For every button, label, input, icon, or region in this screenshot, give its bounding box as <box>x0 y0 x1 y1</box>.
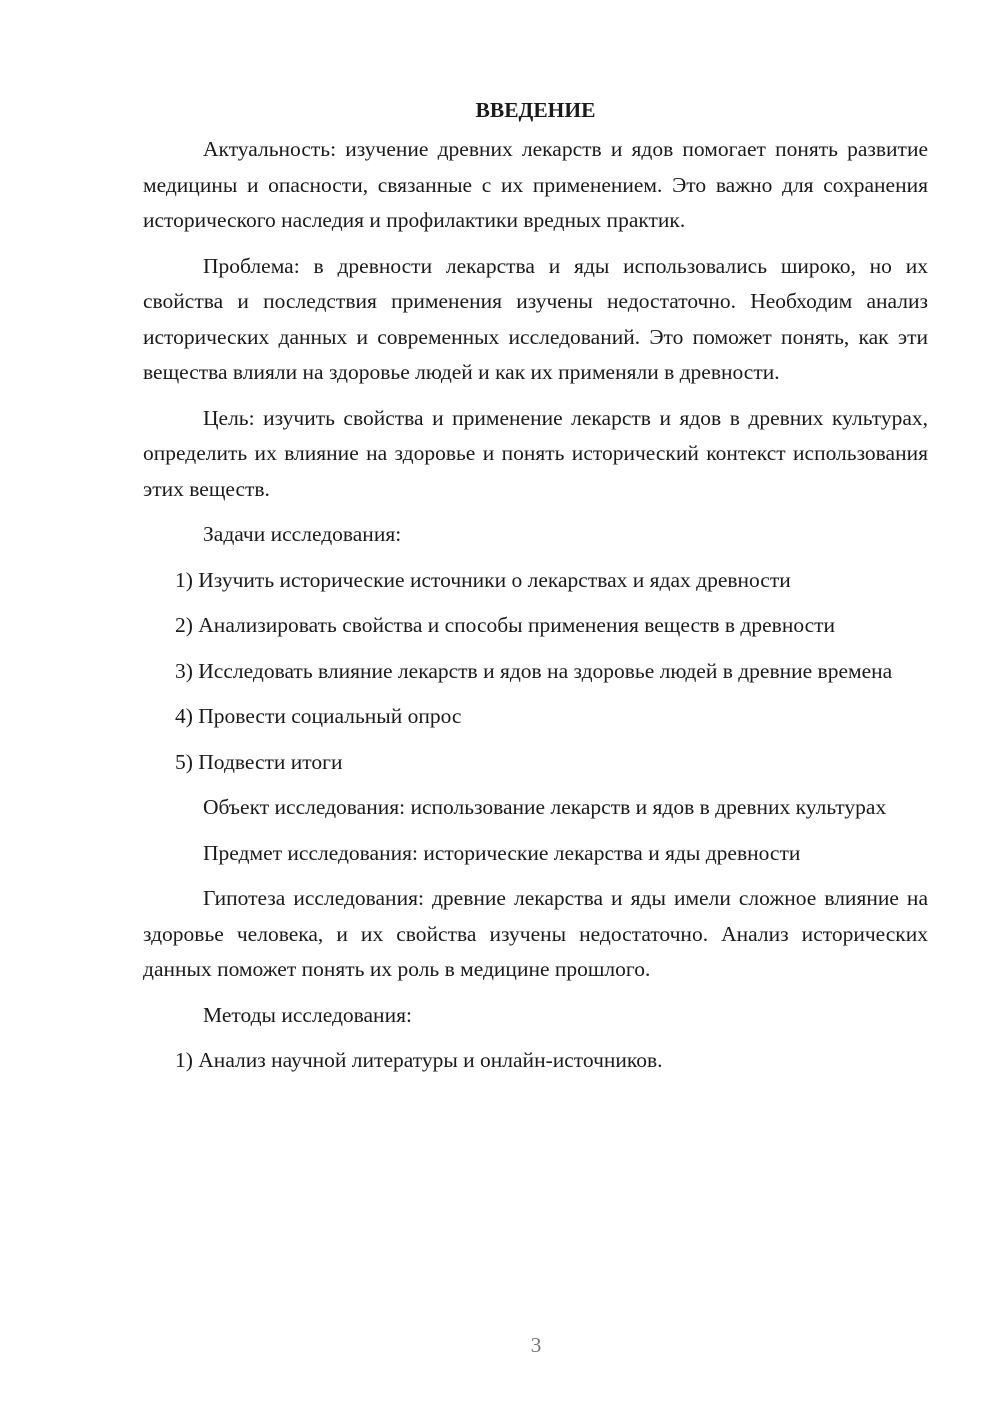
paragraph-subject: Предмет исследования: исторические лекарства и яды древности <box>203 840 801 865</box>
paragraph-hypothesis: Гипотеза исследования: древние лекарства и яды имели сложное влияние на здоровье человека, и их свойства изучены недостаточно. Анализ исторических данных поможет понять их роль в медицине прошлого. <box>143 886 928 981</box>
list-item-method-1: 1) Анализ научной литературы и онлайн-источников. <box>175 1048 663 1072</box>
paragraph-problem: Проблема: в древности лекарства и яды использовались широко, но их свойства и последствия применения изучены недостаточно. Необходим анализ исторических данных и современных исследований. Это поможет понять, как эти вещества влияли на здоровье людей и как их применяли в древности. <box>143 253 928 384</box>
page-number: 3 <box>530 1333 542 1357</box>
list-item-task-2: 2) Анализировать свойства и способы применения веществ в древности <box>175 613 836 637</box>
list-item-task-1: 1) Изучить исторические источники о лекарствах и ядах древности <box>175 567 791 592</box>
section-title: ВВЕДЕНИЕ <box>475 98 596 122</box>
list-item-task-3: 3) Исследовать влияние лекарств и ядов на здоровье людей в древние времена <box>175 658 893 683</box>
paragraph-relevance: Актуальность: изучение древних лекарств и ядов помогает понять развитие медицины и опасности, связанные с их применением. Это важно для сохранения исторического наследия и профилактики вредных практик. <box>143 137 928 232</box>
paragraph-goal: Цель: изучить свойства и применение лекарств и ядов в древних культурах, определить их влияние на здоровье и понять исторический контекст использования этих веществ. <box>143 405 928 501</box>
list-item-task-5: 5) Подвести итоги <box>175 749 343 774</box>
paragraph-tasks-heading: Задачи исследования: <box>203 522 402 546</box>
paragraph-methods-heading: Методы исследования: <box>203 1002 412 1027</box>
document-page <box>143 92 928 1089</box>
list-item-task-4: 4) Провести социальный опрос <box>175 704 462 728</box>
paragraph-object: Объект исследования: использование лекарств и ядов в древних культурах <box>203 795 887 819</box>
